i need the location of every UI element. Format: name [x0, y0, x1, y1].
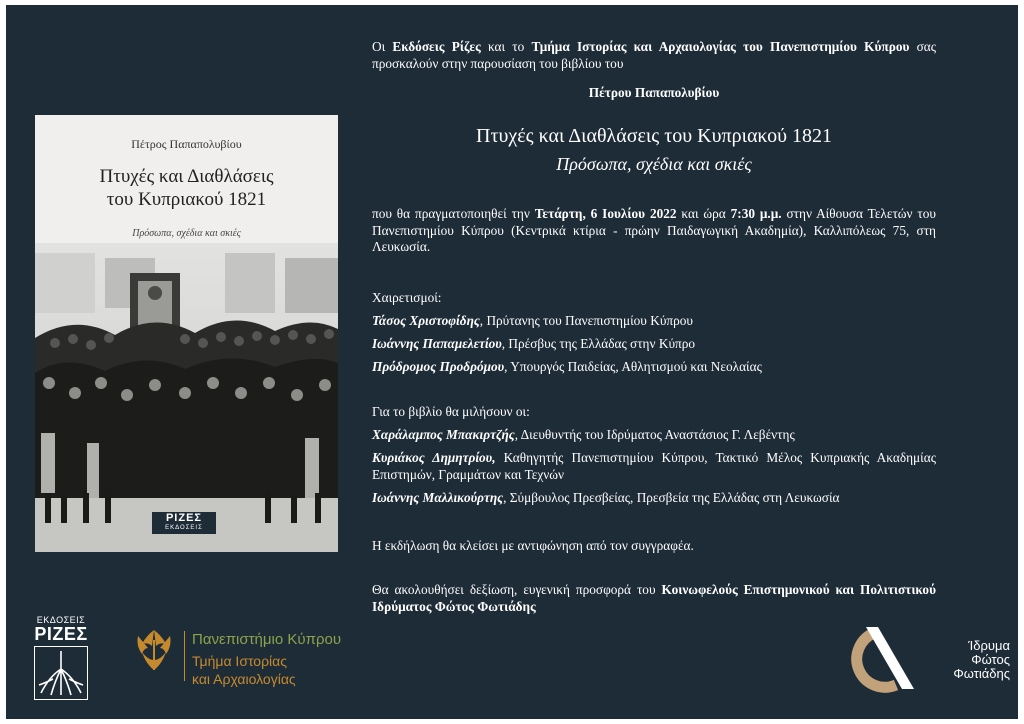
cover-photo — [35, 243, 338, 552]
event-date: Τετάρτη, 6 Ιουλίου 2022 — [534, 206, 677, 221]
speaker-item: Χαράλαμπος Μπακιρτζής, Διευθυντής του Ιδρύματος Αναστάσιος Γ. Λεβέντης — [372, 427, 795, 442]
book-cover — [35, 115, 338, 552]
book-title: Πτυχές και Διαθλάσεις του Κυπριακού 1821 — [476, 125, 832, 147]
fotos-fotiades-foundation-logo: Ίδρυμα Φώτος Φωτιάδης — [844, 623, 924, 700]
greetings-heading: Χαιρετισμοί: — [372, 290, 442, 305]
intro-paragraph: Οι Εκδόσεις Ρίζες και το Τμήμα Ιστορίας και Αρχαιολογίας του Πανεπιστημίου Κύπρου σας προσκαλούν στην παρουσίαση του βιβλίου του — [372, 39, 936, 71]
closing-note: Η εκδήλωση θα κλείσει με αντιφώνηση από τον συγγραφέα. — [372, 538, 694, 553]
event-time: 7:30 μ.μ. — [730, 206, 782, 221]
cover-author: Πέτρος Παπαπολυβίου — [131, 137, 242, 151]
presenter-name: Πέτρου Παπαπολυβίου — [588, 85, 720, 100]
foundation-mark-icon — [844, 623, 924, 695]
book-subtitle: Πρόσωπα, σχέδια και σκιές — [556, 154, 752, 174]
wheat-icon — [132, 626, 176, 672]
cover-publisher-logo: ΡΙΖΕΣ ΕΚΔΟΣΕΙΣ — [152, 512, 216, 534]
cover-subtitle: Πρόσωπα, σχέδια και σκιές — [132, 228, 241, 239]
roots-icon — [34, 646, 88, 700]
speakers-heading: Για το βιβλίο θα μιλήσουν οι: — [372, 404, 530, 419]
greeting-item: Ιωάννης Παπαμελετίου, Πρέσβυς της Ελλάδας στην Κύπρο — [372, 336, 696, 351]
greeting-item: Τάσος Χριστοφίδης, Πρύτανης του Πανεπιστημίου Κύπρου — [372, 313, 693, 328]
rizes-publisher-logo: ΕΚΔΟΣΕΙΣ ΡΙΖΕΣ — [34, 615, 88, 703]
invitation-page: Πέτρος Παπαπολυβίου Πτυχές και Διαθλάσεις του Κυπριακού 1821 Πρόσωπα, σχέδια και σκιές ΡΙΖΕΣ ΕΚΔΟΣΕΙΣ Οι Εκδόσεις Ρίζες και το Τμήμα Ιστορίας και Αρχαιολογίας του Πανεπιστημίου Κύπρου σας προσκαλούν στην παρουσίαση του βιβλίου του Πέτρου Παπαπολυβίου Πτυχές και Διαθλάσεις του Κυπριακού 1821 Πρόσωπα, σχέδια και σκιές που θα πραγματοποιηθεί την Τετάρτη, 6 Ιουλίου 2022 και ώρα 7:30 μ.μ. στην Αίθουσα Τελετών του Πανεπιστημίου Κύπρου (Κεντρικά κτίρια - πρώην Παιδαγωγική Ακαδημία), Καλλιπόλεως 75, στη Λευκωσία. Χαιρετισμοί: Τάσος Χριστοφίδης, Πρύτανης του Πανεπιστημίου Κύπρου Ιωάννης Παπαμελετίου, Πρέσβυς της Ελλάδας στην Κύπρο Πρόδρομος Προδρόμου, Υπουργός Παιδείας, Αθλητισμού και Νεολαίας Για το βιβλίο θα μιλήσουν οι: Χαράλαμπος Μπακιρτζής, Διευθυντής του Ιδρύματος Αναστάσιος Γ. Λεβέντης Κυριάκος Δημητρίου, Καθηγητής Πανεπιστημίου Κύπρου, Τακτικό Μέλος Κυπριακής Ακαδημίας Επιστημών, Γραμμάτων και Τεχνών Ιωάννης Μαλλικούρτης, Σύμβουλος Πρεσβείας, Πρεσβεία της Ελλάδας στη Λευκωσία Η εκδήλωση θα κλείσει με αντιφώνηση από τον συγγραφέα. Θα ακολουθήσει δεξίωση, ευγενική προσφορά του Κοινωφελούς Επιστημονικού και Πολιτιστικού Ιδρύματος Φώτος Φωτιάδης ΕΚΔΟΣΕΙΣ ΡΙΖΕΣ Πανεπιστήμιο Κύπρου Τμήμα Ιστορίας και Αρχαιολογίας Ίδρυμα Φώτος Φωτιάδης — [6, 5, 1018, 719]
greeting-item: Πρόδρομος Προδρόμου, Υπουργός Παιδείας, Αθλητισμού και Νεολαίας — [372, 359, 762, 374]
speaker-item: Κυριάκος Δημητρίου, Καθηγητής Πανεπιστημίου Κύπρου, Τακτικό Μέλος Κυπριακής Ακαδημίας Επιστημών, Γραμμάτων και Τεχνών — [372, 450, 936, 482]
cover-title: Πτυχές και Διαθλάσεις του Κυπριακού 1821 — [99, 166, 274, 210]
speaker-item: Ιωάννης Μαλλικούρτης, Σύμβουλος Πρεσβείας, Πρεσβεία της Ελλάδας στη Λευκωσία — [372, 490, 840, 505]
reception-note: Θα ακολουθήσει δεξίωση, ευγενική προσφορά του Κοινωφελούς Επιστημονικού και Πολιτιστικού Ιδρύματος Φώτος Φωτιάδης — [372, 582, 936, 614]
event-details: που θα πραγματοποιηθεί την Τετάρτη, 6 Ιουλίου 2022 και ώρα 7:30 μ.μ. στην Αίθουσα Τελετών του Πανεπιστημίου Κύπρου (Κεντρικά κτίρια - πρώην Παιδαγωγική Ακαδημία), Καλλιπόλεως 75, στη Λευκωσία. — [372, 206, 936, 254]
